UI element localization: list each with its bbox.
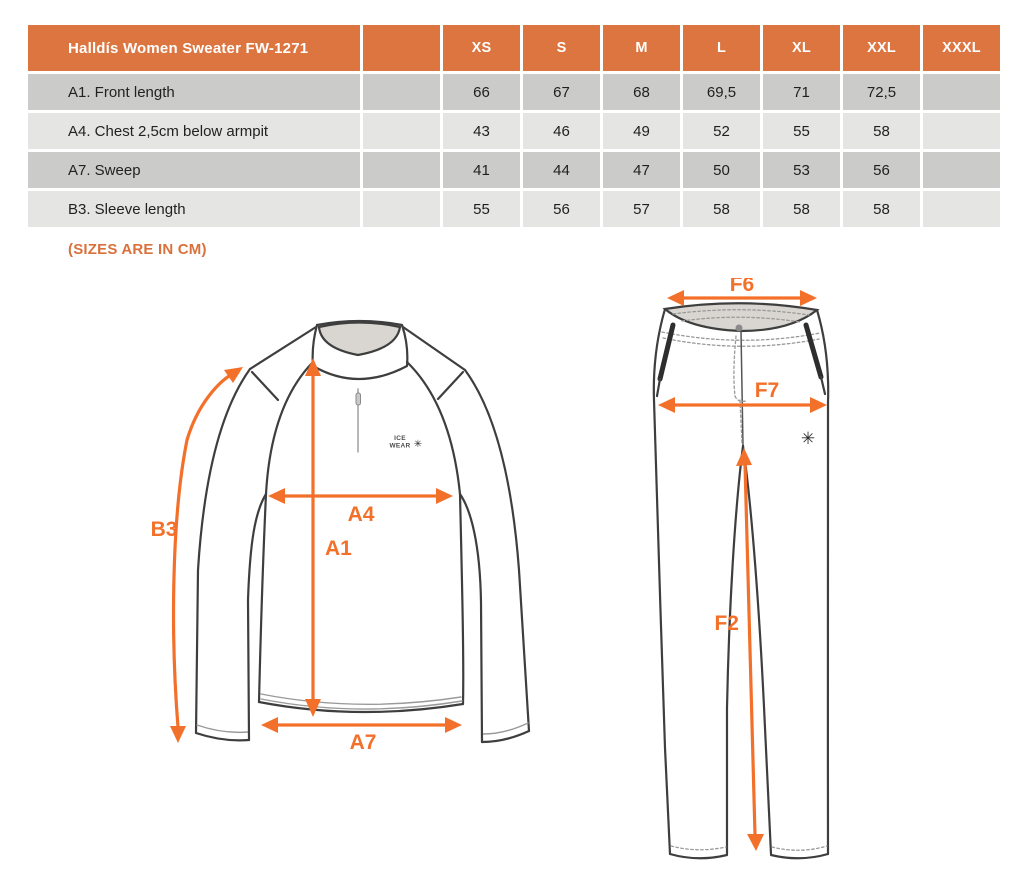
pants-snowflake-icon: ✳ [800, 429, 816, 449]
table-row [28, 191, 1000, 227]
value-cell: 66 [443, 74, 520, 110]
sizes-unit-note: (SIZES ARE IN CM) [68, 241, 207, 258]
value-cell: 46 [523, 113, 600, 149]
waist-button [736, 325, 743, 332]
value-cell [923, 113, 1000, 149]
value-cell: 71 [763, 74, 840, 110]
value-cell: 69,5 [683, 74, 760, 110]
size-header-xl: XL [763, 25, 840, 71]
empty-cell [363, 74, 440, 110]
a4-label: A4 [347, 503, 375, 526]
value-cell: 56 [523, 191, 600, 227]
product-title: Halldís Women Sweater FW-1271 [28, 25, 360, 71]
value-cell: 58 [683, 191, 760, 227]
logo-text-ice: ICE [394, 435, 406, 442]
icewear-logo [389, 435, 422, 450]
f7-label: F7 [754, 379, 780, 402]
collar-inner [319, 323, 400, 356]
measure-label: A4. Chest 2,5cm below armpit [28, 113, 360, 149]
zipper-pull [356, 393, 361, 405]
size-header-xxl: XXL [843, 25, 920, 71]
f2-label: F2 [714, 612, 739, 635]
table-header-row [28, 25, 1000, 71]
a7-label: A7 [349, 731, 377, 754]
b3-label: B3 [150, 518, 178, 541]
size-header-m: M [603, 25, 680, 71]
value-cell [923, 152, 1000, 188]
value-cell: 49 [603, 113, 680, 149]
pants-diagram [640, 278, 895, 878]
empty-cell [363, 191, 440, 227]
measure-label: A1. Front length [28, 74, 360, 110]
value-cell: 56 [843, 152, 920, 188]
table-row [28, 152, 1000, 188]
table-row [28, 113, 1000, 149]
value-cell: 58 [763, 191, 840, 227]
value-cell: 47 [603, 152, 680, 188]
value-cell: 68 [603, 74, 680, 110]
table-row [28, 74, 1000, 110]
value-cell: 44 [523, 152, 600, 188]
size-header-l: L [683, 25, 760, 71]
value-cell: 52 [683, 113, 760, 149]
value-cell: 58 [843, 191, 920, 227]
size-header-xxxl: XXXL [923, 25, 1000, 71]
value-cell: 72,5 [843, 74, 920, 110]
measure-label: B3. Sleeve length [28, 191, 360, 227]
empty-cell [363, 152, 440, 188]
header-empty-cell [363, 25, 440, 71]
value-cell: 67 [523, 74, 600, 110]
logo-text-wear: WEAR [389, 442, 411, 450]
sweater-outline [196, 321, 529, 742]
a7-measure-arrow [261, 717, 462, 754]
value-cell: 53 [763, 152, 840, 188]
value-cell: 55 [443, 191, 520, 227]
size-header-s: S [523, 25, 600, 71]
logo-snowflake-icon: ✳ [413, 439, 423, 450]
a1-label: A1 [325, 537, 352, 560]
f6-measure-arrow [667, 278, 817, 306]
size-header-xs: XS [443, 25, 520, 71]
a4-measure-arrow [268, 488, 453, 526]
f2-measure-arrow [714, 448, 764, 851]
a1-measure-arrow [305, 358, 352, 717]
size-table [25, 22, 1003, 230]
f6-label: F6 [729, 278, 755, 296]
value-cell: 50 [683, 152, 760, 188]
empty-cell [363, 113, 440, 149]
measure-label: A7. Sweep [28, 152, 360, 188]
value-cell: 55 [763, 113, 840, 149]
value-cell: 41 [443, 152, 520, 188]
sweater-diagram [135, 290, 565, 760]
value-cell [923, 74, 1000, 110]
value-cell: 43 [443, 113, 520, 149]
value-cell: 57 [603, 191, 680, 227]
pants-outline [654, 303, 828, 858]
value-cell [923, 191, 1000, 227]
value-cell: 58 [843, 113, 920, 149]
